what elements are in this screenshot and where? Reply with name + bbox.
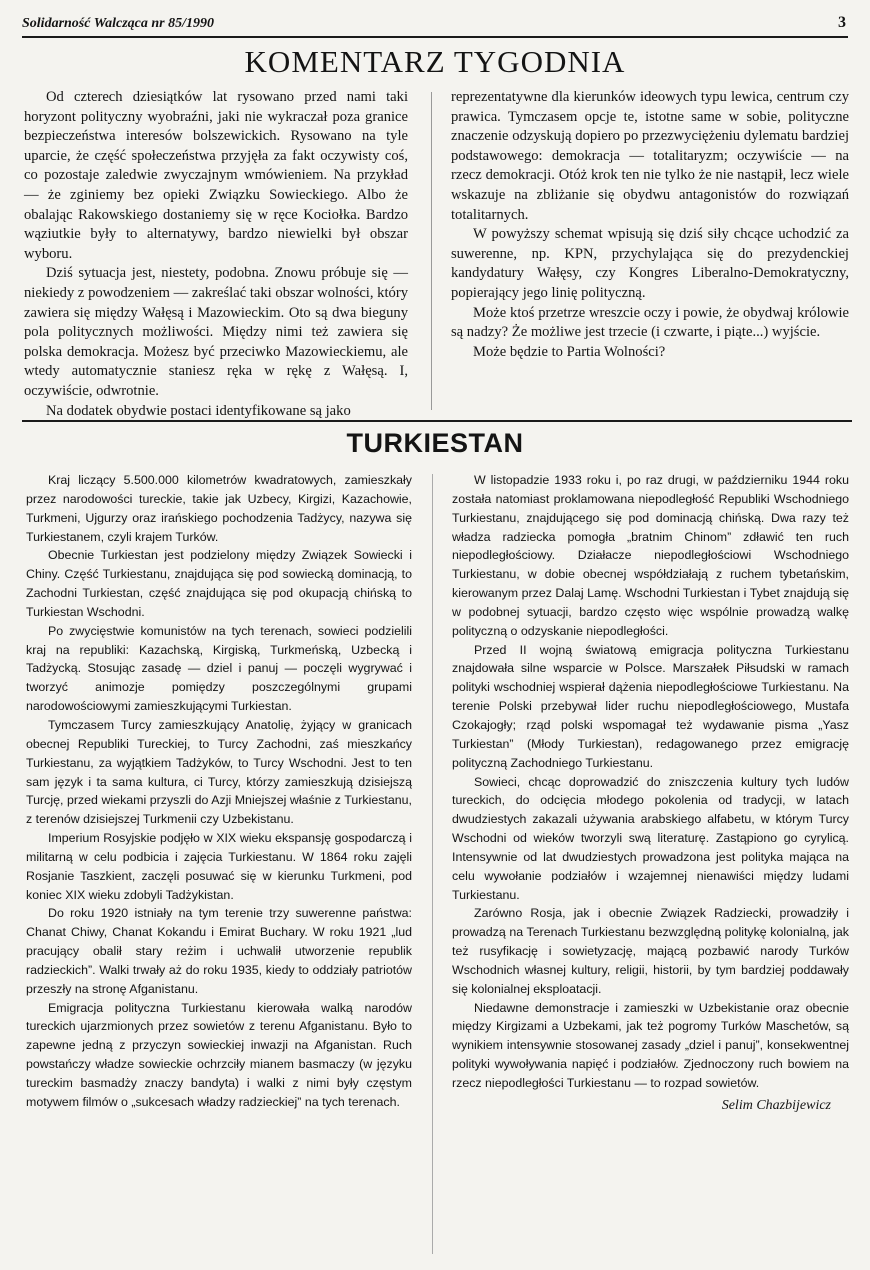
turkiestan-paragraph: Sowieci, chcąc doprowadzić do zniszczenia kultury tych ludów tureckich, do odcięcia młodego pokolenia od tradycji, w latach dwudziestych zakazali używania arabskiego alfabetu, w którym Turcy Wschodni od wieków tworzyli swą literaturę. Zastąpiono go cyrylicą. Intensywnie od lat dwudziestych prowadzona jest polityka mająca na celu wywołanie podziałów i wzajemnej nienawiści między ludami Turkiestanu.	[452, 774, 849, 902]
turkiestan-paragraph: Niedawne demonstracje i zamieszki w Uzbekistanie oraz obecnie między Kirgizami a Uzbekami, jak też pogromy Turków Maschetów, są wynikiem intensywnie stosowanej zasady „dziel i panuj”, konsekwentnej polityki wywoływania napięć i podziałów. Zjednoczony ruch bowiem na rzecz niepodległości Turkiestanu — to rozpad sowietów.	[452, 1000, 849, 1090]
komentarz-paragraph: Na dodatek obydwie postaci identyfikowane są jako	[46, 402, 351, 419]
turkiestan-paragraph: Zarówno Rosja, jak i obecnie Związek Radziecki, prowadziły i prowadzą na Terenach Turkiestanu bezwzględną politykę kolonialną, jak też rusyfikację i sowietyzację, mającą pozbawić narody Turków Wschodnich własnej kultury, religii, historii, by tym bardziej poddawały się kolonialnej eksploatacji.	[452, 906, 849, 996]
komentarz-headline: KOMENTARZ TYGODNIA	[244, 44, 626, 79]
komentarz-right-column	[451, 88, 849, 362]
section-divider	[22, 420, 852, 422]
column-divider	[432, 474, 433, 1254]
komentarz-paragraph: W powyższy schemat wpisują się dziś siły chcące uchodzić za suwerenne, np. KPN, przychylająca się do prezydenckiej kandydatury Wałęsy, czy Kongres Liberalno-Demokratyczny, popierający jego linię polityczną.	[451, 226, 849, 301]
komentarz-paragraph: Może ktoś przetrze wreszcie oczy i powie, że obydwaj królowie są nadzy? Że możliwe jest trzecie (i czwarte, i piąte...) wyjście.	[451, 304, 849, 341]
komentarz-paragraph: Od czterech dziesiątków lat rysowano przed nami taki horyzont polityczny wyobraźni, jaki nie wykraczał poza granice bezpieczeństwa interesów bolszewickich. Rysowano na tyle uparcie, że część społeczeństwa przyjęła za fakt oczywisty coś, co pozostaje zaledwie zwyczajnym wmówieniem. Na przykład — że zginiemy bez opieki Związku Sowieckiego. Albo że obalając Rakowskiego dostaniemy się w ręce Kociołka. Bardzo wąziutkie były to alternatywy, bardzo niewielki był obszar wyboru.	[24, 89, 408, 262]
publication-title: Solidarność Walcząca nr 85/1990	[22, 16, 215, 31]
turkiestan-paragraph: Obecnie Turkiestan jest podzielony między Związek Sowiecki i Chiny. Część Turkiestanu, znajdująca się pod sowiecką dominacją, to Zachodni Turkiestan, część znajdująca się pod okupacją chińską to Turkiestan Wschodni.	[26, 548, 412, 619]
komentarz-paragraph: Może będzie to Partia Wolności?	[473, 343, 666, 360]
running-head	[22, 14, 848, 38]
turkiestan-paragraph: W listopadzie 1933 roku i, po raz drugi, w październiku 1944 roku została natomiast proklamowana niepodległość Republiki Wschodniego Turkiestanu, znajdującego się pod dominacją chińską. Dwa razy też władza radziecka pomogła „bratnim Chinom” zdławić ten ruch niepodległościowy. Działacze niepodległościowi Wschodniego Turkiestanu, w dobie obecnej współdziałają z ruchem tybetańskim, kierowanym przez Dalaj Lamę. Wschodni Turkiestan i Tybet znajdują się w podobnej sytuacji, bardzo często więc wspólnie prowadzą walkę polityczną o odzyskanie niepodległości.	[452, 473, 849, 638]
turkiestan-paragraph: Kraj liczący 5.500.000 kilometrów kwadratowych, zamieszkały przez narodowości tureckie, takie jak Uzbecy, Kirgizi, Kazachowie, Turkmeni, Ujgurzy oraz irańskiego pochodzenia Tadżycy, nazywa się Turkiestanem, czyli krajem Turków.	[26, 473, 412, 544]
komentarz-left-column	[24, 88, 408, 421]
turkiestan-paragraph: Tymczasem Turcy zamieszkujący Anatolię, żyjący w granicach obecnej Republiki Tureckiej, to Turcy Zachodni, zaś mieszkańcy Turkiestanu, za wyjątkiem Tadżyków, to Turcy Wschodni. Jest to ten sam język i ta sama kultura, ci Turcy, którzy zamieszkują dzisiejszą Turcję, przed wiekami przyszli do Azji Mniejszej właśnie z Turkiestanu, z terenów dzisiejszej Turkmenii czy Uzbekistanu.	[26, 717, 412, 827]
turkiestan-headline: TURKIESTAN	[346, 428, 524, 458]
komentarz-paragraph: reprezentatywne dla kierunków ideowych typu lewica, centrum czy prawica. Tymczasem opcje te, istotne same w sobie, polityczne znaczenie odzyskują dopiero po przezwyciężeniu dylematu bardziej podstawowego: demokracja — totalitaryzm; oczywiście — na rzecz demokracji. Otóż krok ten nie tylko że nie nastąpił, lecz wiele wskazuje na zbliżanie się obydwu antagonistów do rozwiązań totalitarnych.	[451, 89, 849, 223]
turkiestan-paragraph: Po zwycięstwie komunistów na tych terenach, sowieci podzielili kraj na republiki: Kazachską, Kirgiską, Turkmeńską, Uzbecką i Tadżycką. Stosując zasadę — dziel i panuj — poczęli wygrywać i tworzyć animozje pomiędzy poszczególnymi grupami narodowościowymi zamieszkującymi Turkiestan.	[26, 623, 412, 714]
turkiestan-paragraph: Do roku 1920 istniały na tym terenie trzy suwerenne państwa: Chanat Chiwy, Chanat Kokandu i Emirat Buchary. W roku 1921 „lud pracujący obalił stary reżim i uchwalił utworzenie republik radzieckich”. Walki trwały aż do roku 1935, kiedy to oddziały patriotów przeszły na stronę Afganistanu.	[26, 906, 412, 996]
turkiestan-paragraph: Przed II wojną światową emigracja polityczna Turkiestanu znajdowała silne wsparcie w Polsce. Marszałek Piłsudski w ramach polityki wschodniej wspierał dążenia niepodległościowe Turkiestanu. Na terenie Polski przebywał lider ruchu niepodległościowego, Mustafa Czokajogły; rząd polski wspomagał też wydawanie pisma „Yasz Turkiestan” (Młody Turkiestan), redagowanego przez emigrację polityczną Zachodniego Turkiestanu.	[452, 642, 849, 770]
komentarz-paragraph: Dziś sytuacja jest, niestety, podobna. Znowu próbuje się — niekiedy z powodzeniem — zakreślać taki obszar wolności, który zawiera się między Wałęsą i Mazowieckim. Oto są dwa bieguny pola politycznych możliwości. Między nimi też zawiera się polska demokracja. Możesz być przeciwko Mazowieckiemu, ale wtedy automatycznie staniesz ręka w rękę z Wałęsą. I, oczywiście, odwrotnie.	[24, 265, 408, 399]
turkiestan-left-column	[26, 471, 412, 1112]
column-divider	[431, 92, 432, 410]
turkiestan-paragraph: Emigracja polityczna Turkiestanu kierowała walką narodów tureckich ujarzmionych przez sowietów z terenu Afganistanu. Było to zapewne jedną z przyczyn sowieckiej inwazji na Afganistan. Ruch powstańczy władze sowieckie ochrzciły mianem basmaczy (w języku tureckim basmadży znaczy bandyta) i walki z nimi były częstym motywem filmów o „sukcesach władzy radzieckiej” na tych terenach.	[26, 1000, 412, 1109]
turkiestan-right-column	[452, 471, 849, 1116]
page-number: 3	[838, 14, 846, 31]
turkiestan-paragraph: Imperium Rosyjskie podjęło w XIX wieku ekspansję gospodarczą i militarną w celu podbicia i zajęcia Turkiestanu. W 1864 roku zajęli Rosjanie Taszkient, zaczęli posuwać się w kierunku Turkmeni, pod koniec XIX wieku zdobyli Tadżykistan.	[26, 831, 412, 902]
author-signature: Selim Chazbijewicz	[721, 1097, 831, 1113]
